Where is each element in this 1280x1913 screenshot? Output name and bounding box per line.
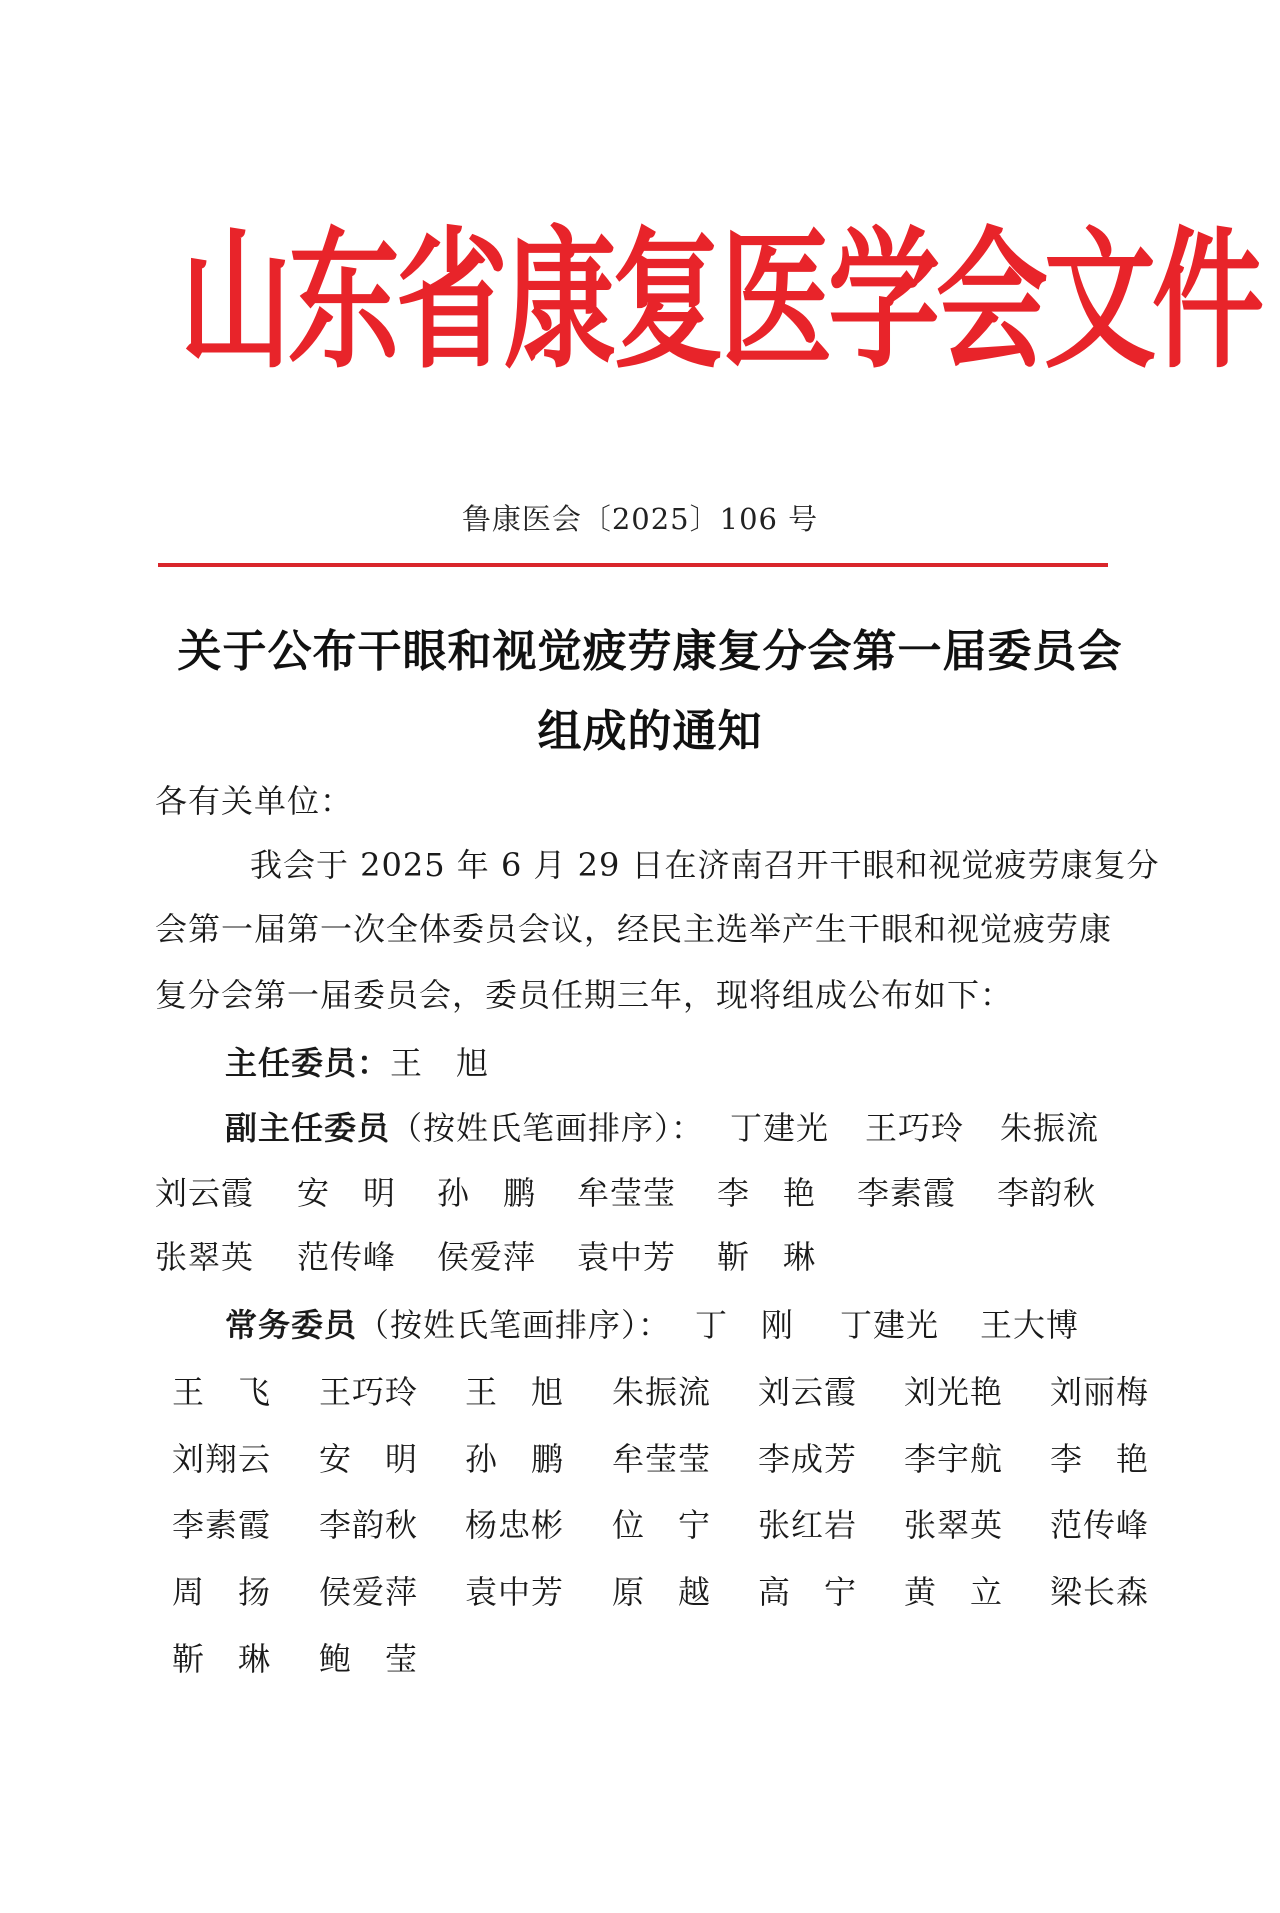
vice-director-name: 朱振流 [1000, 1109, 1100, 1147]
body-line-3: 复分会第一届委员会，委员任期三年，现将组成公布如下： [155, 976, 1014, 1014]
standing-member-name: 牟莹莹 [612, 1440, 712, 1478]
standing-member-name: 原 越 [612, 1573, 712, 1611]
vice-director-name: 丁建光 [730, 1109, 830, 1147]
standing-member-name: 王 旭 [465, 1373, 565, 1411]
standing-member-name: 位 宁 [612, 1506, 712, 1544]
standing-member-name: 丁 刚 [695, 1306, 795, 1344]
vice-director-row [155, 1168, 1165, 1214]
standing-member-name: 张红岩 [758, 1506, 858, 1544]
standing-member-name: 李韵秋 [319, 1506, 419, 1544]
standing-member-note: （按姓氏笔画排序）： [357, 1306, 672, 1344]
vice-director-name: 张翠英 [155, 1238, 255, 1276]
vice-director-line [225, 1103, 1235, 1149]
standing-member-row [172, 1500, 1182, 1546]
standing-member-row [172, 1367, 1182, 1413]
vice-director-name: 侯爱萍 [437, 1238, 537, 1276]
standing-member-name: 袁中芳 [465, 1573, 565, 1611]
notice-title-line-2: 组成的通知 [537, 706, 763, 757]
standing-member-row [172, 1567, 1182, 1613]
standing-member-line [225, 1300, 1235, 1346]
standing-member-name: 刘丽梅 [1050, 1373, 1150, 1411]
vice-director-label: 副主任委员 [225, 1109, 391, 1147]
standing-member-name: 刘翔云 [172, 1440, 272, 1478]
masthead-title: 山东省康复医学会文件 [180, 214, 1260, 390]
standing-member-name: 高 宁 [758, 1573, 858, 1611]
standing-member-name: 王大博 [980, 1306, 1080, 1344]
standing-member-name: 安 明 [319, 1440, 419, 1478]
director-name: 王 旭 [390, 1044, 490, 1082]
standing-member-row [172, 1434, 1182, 1480]
vice-director-name: 李 艳 [717, 1174, 817, 1212]
vice-director-name: 刘云霞 [155, 1174, 255, 1212]
vice-director-name: 范传峰 [297, 1238, 397, 1276]
notice-title-line-1: 关于公布干眼和视觉疲劳康复分会第一届委员会 [177, 626, 1123, 677]
standing-member-name: 梁长森 [1050, 1573, 1150, 1611]
standing-member-name: 李 艳 [1050, 1440, 1150, 1478]
standing-member-name: 周 扬 [172, 1573, 272, 1611]
vice-director-name: 李韵秋 [997, 1174, 1097, 1212]
standing-member-name: 刘云霞 [758, 1373, 858, 1411]
vice-director-name: 靳 琳 [717, 1238, 817, 1276]
vice-director-name: 李素霞 [857, 1174, 957, 1212]
standing-member-name: 靳 琳 [172, 1640, 272, 1678]
body-line-2: 会第一届第一次全体委员会议，经民主选举产生干眼和视觉疲劳康 [155, 910, 1113, 948]
standing-member-name: 李成芳 [758, 1440, 858, 1478]
red-divider-line [158, 563, 1108, 567]
standing-member-name: 朱振流 [612, 1373, 712, 1411]
vice-director-name: 王巧玲 [865, 1109, 965, 1147]
standing-member-name: 侯爱萍 [319, 1573, 419, 1611]
vice-director-name: 牟莹莹 [577, 1174, 677, 1212]
standing-member-name: 王巧玲 [319, 1373, 419, 1411]
standing-member-name: 王 飞 [172, 1373, 272, 1411]
standing-member-name: 鲍 莹 [319, 1640, 419, 1678]
vice-director-note: （按姓氏笔画排序）： [390, 1109, 705, 1147]
standing-member-row [172, 1634, 1182, 1680]
director-label: 主任委员： [225, 1044, 391, 1082]
standing-member-name: 丁建光 [840, 1306, 940, 1344]
vice-director-name: 袁中芳 [577, 1238, 677, 1276]
standing-member-name: 黄 立 [904, 1573, 1004, 1611]
standing-member-name: 李素霞 [172, 1506, 272, 1544]
standing-member-name: 李宇航 [904, 1440, 1004, 1478]
standing-member-name: 刘光艳 [904, 1373, 1004, 1411]
vice-director-name: 安 明 [297, 1174, 397, 1212]
standing-member-name: 孙 鹏 [465, 1440, 565, 1478]
salutation: 各有关单位： [155, 782, 354, 820]
standing-member-name: 张翠英 [904, 1506, 1004, 1544]
standing-member-label: 常务委员 [225, 1306, 358, 1344]
vice-director-name: 孙 鹏 [437, 1174, 537, 1212]
standing-member-name: 杨忠彬 [465, 1506, 565, 1544]
standing-member-name: 范传峰 [1050, 1506, 1150, 1544]
vice-director-row [155, 1232, 1165, 1278]
director-line [225, 1038, 1235, 1084]
body-line-1: 我会于 2025 年 6 月 29 日在济南召开干眼和视觉疲劳康复分 [250, 846, 1160, 884]
document-number: 鲁康医会〔2025〕106 号 [461, 502, 819, 536]
